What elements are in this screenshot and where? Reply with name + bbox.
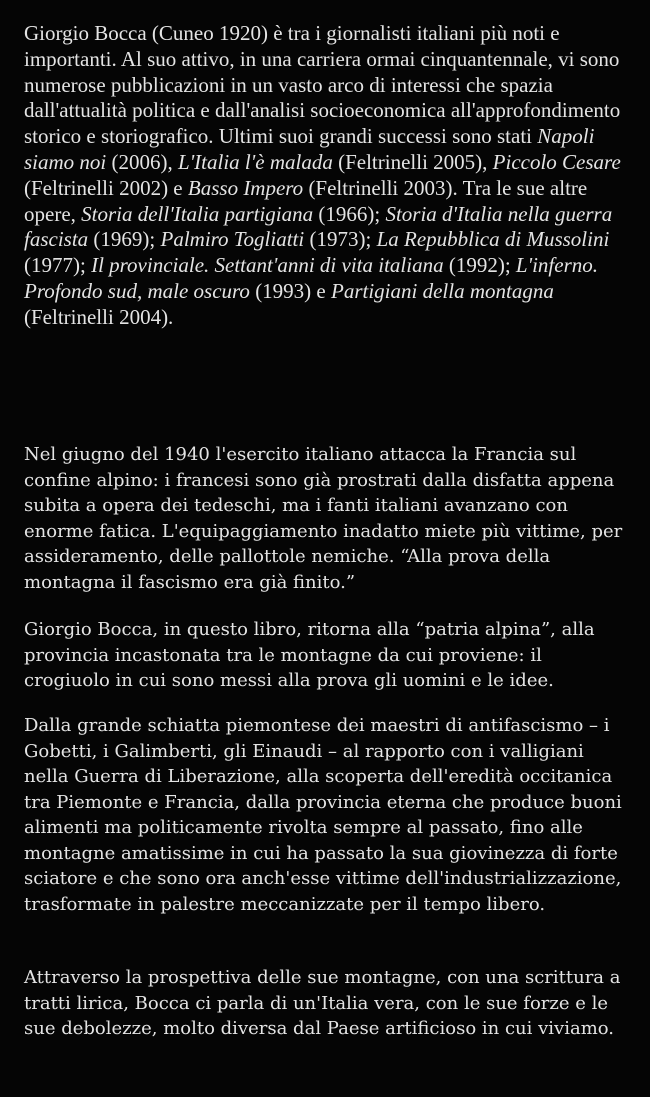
bio-text: Giorgio Bocca (Cuneo 1920) è tra i giornalisti italiani più noti e importanti. Al suo attivo, in una carriera ormai cinquantennale, vi sono numerose pubblicazioni in un vasto arco di interessi che spazia dall'attualità politica e dall'analisi socioeconomica all'approfondimento storico e storiografico. Ultimi suoi grandi successi sono stati	[24, 21, 621, 149]
bio-text: (1966);	[313, 201, 386, 226]
bio-text: (1973);	[304, 227, 377, 252]
bio-text: (Feltrinelli 2004).	[24, 304, 174, 329]
book-title: Partigiani della montagna	[331, 278, 554, 303]
book-title: Napoli siamo noi	[24, 124, 595, 174]
bio-text: (1977);	[24, 253, 92, 278]
bio-text: (1993) e	[249, 278, 331, 303]
bio-text: (1992);	[443, 253, 516, 278]
book-title: L'Italia l'è malada	[178, 149, 333, 174]
description-paragraph-2: Giorgio Bocca, in questo libro, ritorna alla “patria alpina”, alla provincia incastonata tra le montagne da cui proviene: il crogiuolo in cui sono messi alla prova gli uomini e le idee.	[24, 619, 595, 691]
bio-text: (1969);	[88, 227, 161, 252]
book-title: Il provinciale. Settant'anni di vita italiana	[91, 253, 444, 278]
book-title: L'inferno. Profondo sud, male oscuro	[24, 253, 598, 303]
book-title: La Repubblica di Mussolini	[376, 227, 610, 252]
bio-text: (Feltrinelli 2003). Tra le sue altre opere,	[24, 175, 588, 226]
book-title: Basso Impero	[187, 175, 304, 200]
book-title: Palmiro Togliatti	[160, 227, 305, 252]
description-paragraph-3: Dalla grande schiatta piemontese dei maestri di antifascismo – i Gobetti, i Galimberti, gli Einaudi – al rapporto con i valligiani nella Guerra di Liberazione, alla scoperta dell'eredità occitanica tra Piemonte e Francia, dalla provincia eterna che produce buoni alimenti ma politicamente rivolta sempre al passato, fino alle montagne amatissime in cui ha passato la sua giovinezza di forte sciatore e che sono ora anch'esse vittime dell'industrializzazione, trasformate in palestre meccanizzate per il tempo libero.	[24, 715, 622, 915]
description-paragraph-4: Attraverso la prospettiva delle sue montagne, con una scrittura a tratti lirica, Bocca ci parla di un'Italia vera, con le sue forze e le sue debolezze, molto diversa dal Paese artificioso in cui viviamo.	[24, 967, 621, 1039]
bio-text: (Feltrinelli 2005),	[332, 149, 493, 174]
description-paragraph-1: Nel giugno del 1940 l'esercito italiano attacca la Francia sul confine alpino: i francesi sono già prostrati dalla disfatta appena subita a opera dei tedeschi, ma i fanti italiani avanzano con enorme fatica. L'equipaggiamento inadatto miete più vittime, per assideramento, delle pallottole nemiche. “Alla prova della montagna il fascismo era già finito.”	[24, 444, 623, 593]
book-title: Piccolo Cesare	[492, 149, 621, 174]
book-title: Storia dell'Italia partigiana	[81, 201, 314, 226]
bio-text: (2006),	[106, 149, 179, 174]
bio-text: (Feltrinelli 2002) e	[24, 175, 188, 200]
book-title: Storia d'Italia nella guerra fascista	[24, 201, 613, 252]
author-biography	[24, 21, 624, 331]
